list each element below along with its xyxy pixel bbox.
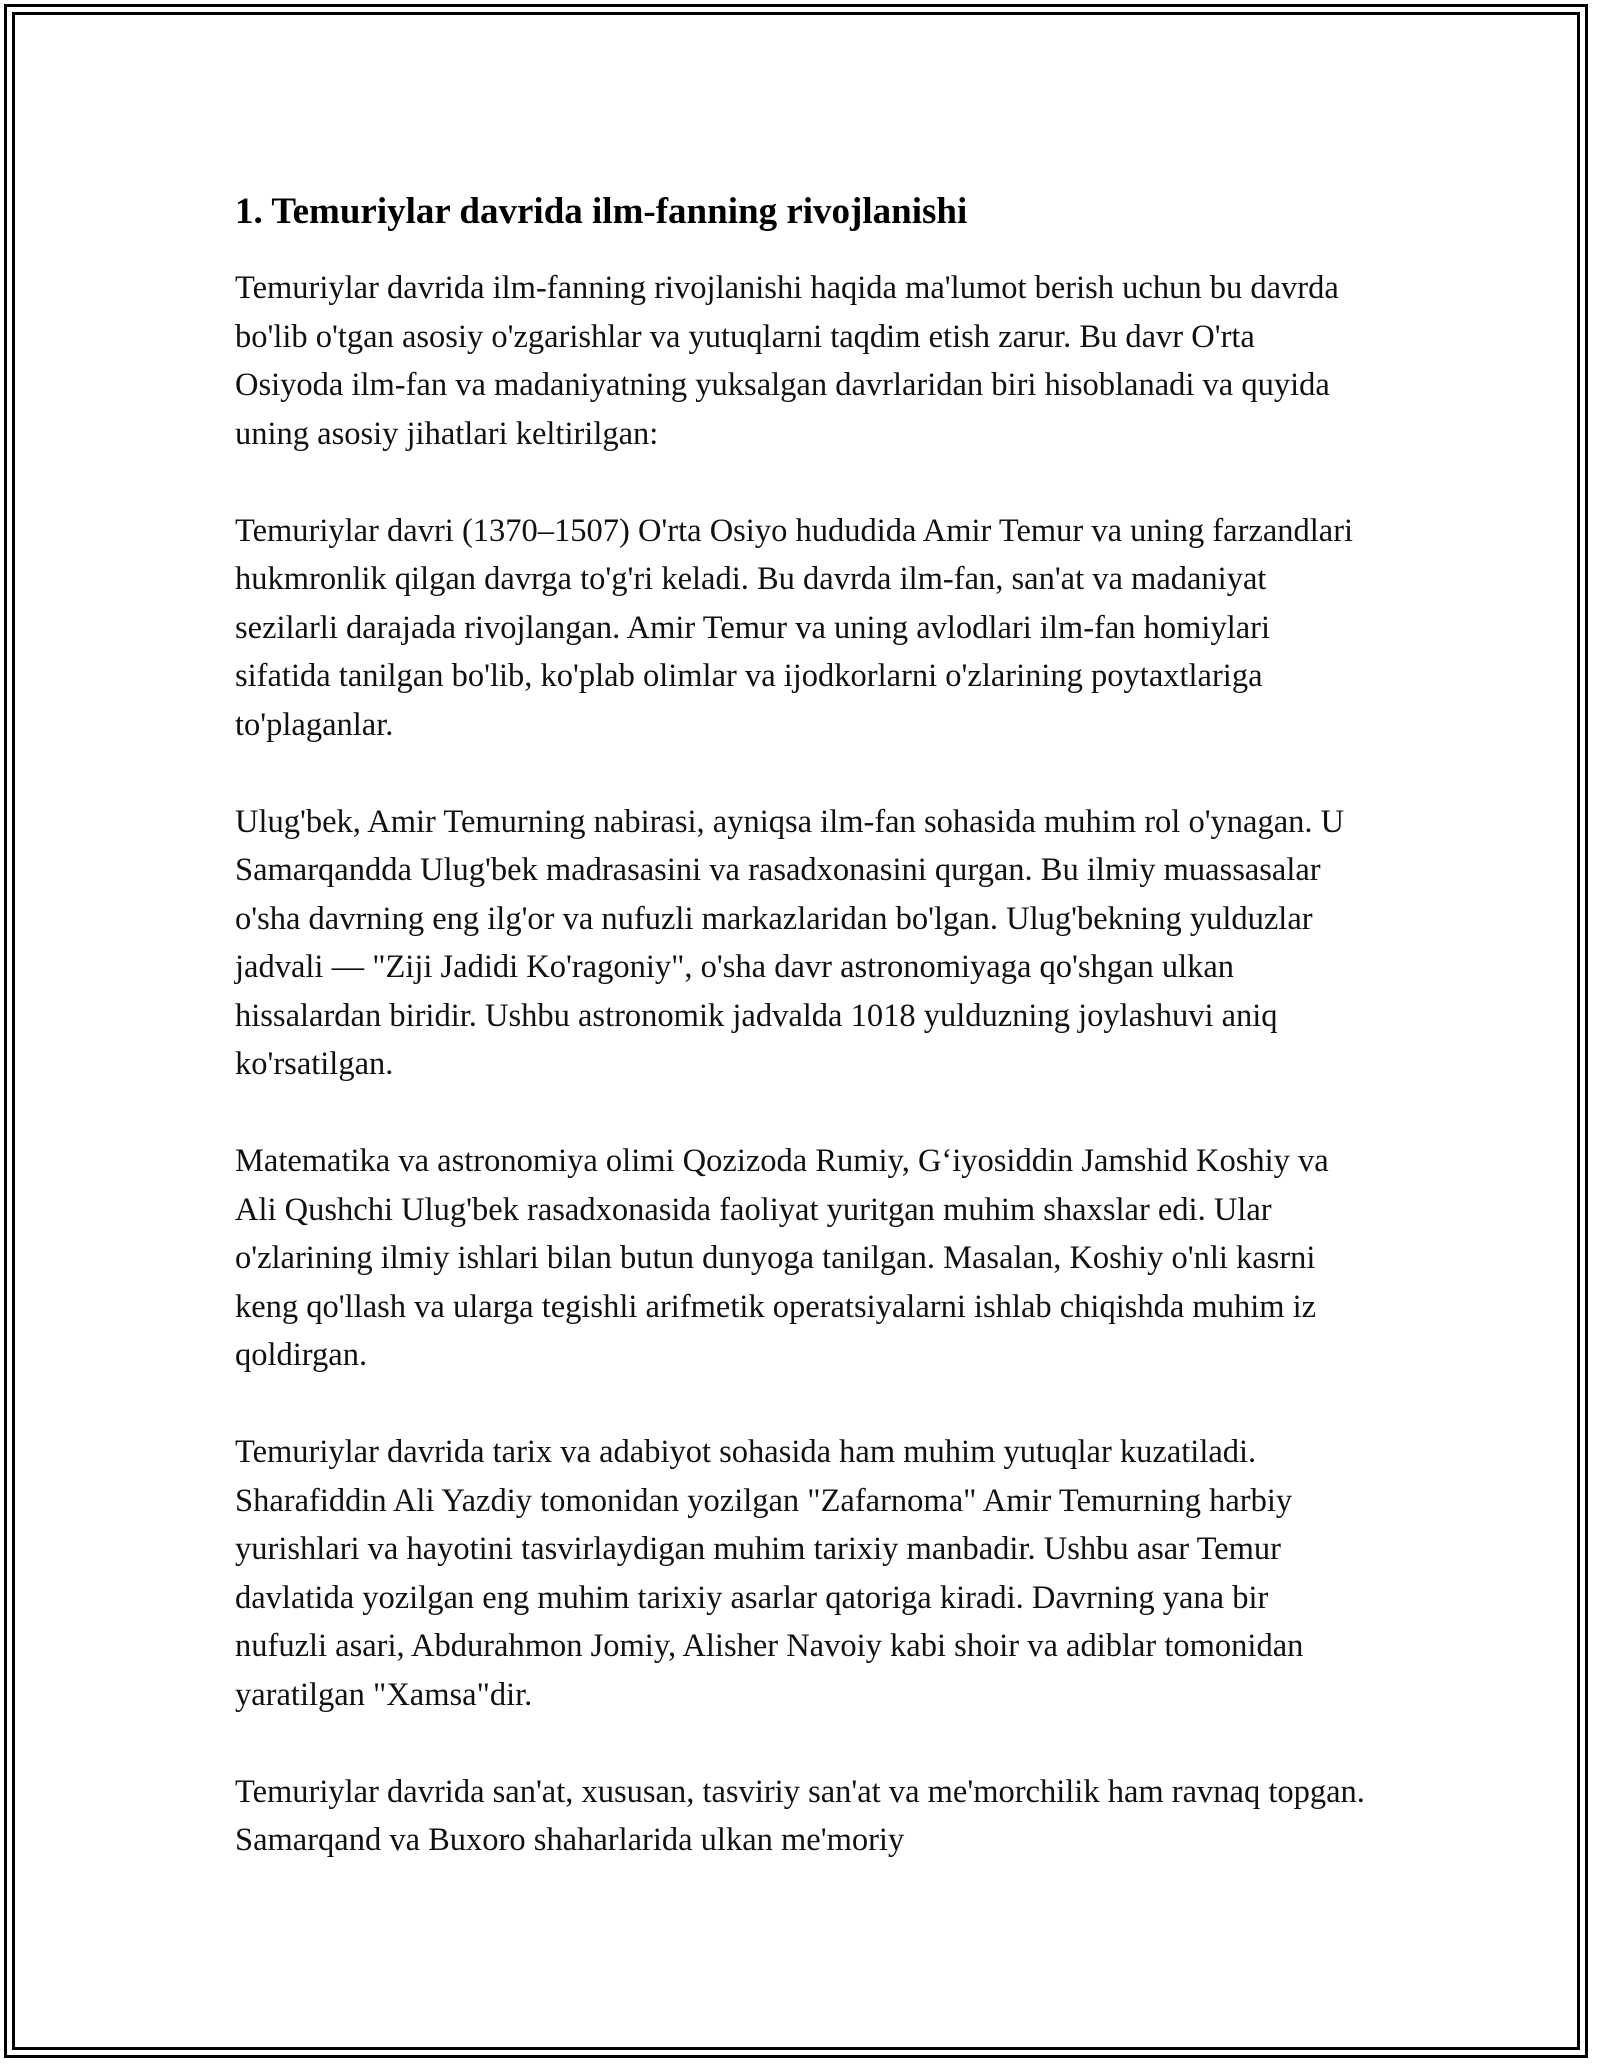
paragraph-mathematicians: Matematika va astronomiya olimi Qozizoda Rumiy, G‘iyosiddin Jamshid Koshiy va Ali Qushchi Ulug'bek rasadxonasida faoliyat yuritgan muhim shaxslar edi. Ular o'zlarining ilmiy ishlari bilan butun dunyoga tanilgan. Masalan, Koshiy o'nli kasrni keng qo'llash va ularga tegishli arifmetik operatsiyalarni ishlab chiqishda muhim iz qoldirgan. [235, 1143, 1329, 1373]
paragraph-art-architecture: Temuriylar davrida san'at, xususan, tasviriy san'at va me'morchilik ham ravnaq topgan. Samarqand va Buxoro shaharlarida ulkan me'moriy [235, 1773, 1365, 1858]
paragraph-ulugbek: Ulug'bek, Amir Temurning nabirasi, ayniqsa ilm-fan sohasida muhim rol o'ynagan. U Samarqandda Ulug'bek madrasasini va rasadxonasini qurgan. Bu ilmiy muassasalar o'sha davrning eng ilg'or va nufuzli markazlaridan bo'lgan. Ulug'bekning yulduzlar jadvali — "Ziji Jadidi Ko'ragoniy", o'sha davr astronomiyaga qo'shgan ulkan hissalardan biridir. Ushbu astronomik jadvalda 1018 yulduzning joylashuvi aniq ko'rsatilgan. [235, 803, 1345, 1082]
paragraph-intro: Temuriylar davrida ilm-fanning rivojlanishi haqida ma'lumot berish uchun bu davrda bo'lib o'tgan asosiy o'zgarishlar va yutuqlarni taqdim etish zarur. Bu davr O'rta Osiyoda ilm-fan va madaniyatning yuksalgan davrlaridan biri hisoblanadi va quyida uning asosiy jihatlari keltirilgan: [235, 270, 1339, 452]
document-body [235, 184, 1365, 1865]
paragraph-history-literature: Temuriylar davrida tarix va adabiyot sohasida ham muhim yutuqlar kuzatiladi. Sharafiddin Ali Yazdiy tomonidan yozilgan "Zafarnoma" Amir Temurning harbiy yurishlari va hayotini tasvirlaydigan muhim tarixiy manbadir. Ushbu asar Temur davlatida yozilgan eng muhim tarixiy asarlar qatoriga kiradi. Davrning yana bir nufuzli asari, Abdurahmon Jomiy, Alisher Navoiy kabi shoir va adiblar tomonidan yaratilgan "Xamsa"dir. [235, 1434, 1304, 1713]
paragraph-timurid-era: Temuriylar davri (1370–1507) O'rta Osiyo hududida Amir Temur va uning farzandlari hukmronlik qilgan davrga to'g'ri keladi. Bu davrda ilm-fan, san'at va madaniyat sezilarli darajada rivojlangan. Amir Temur va uning avlodlari ilm-fan homiylari sifatida tanilgan bo'lib, ko'plab olimlar va ijodkorlarni o'zlarining poytaxtlariga to'plaganlar. [235, 512, 1354, 743]
section-heading: 1. Temuriylar davrida ilm-fanning rivojlanishi [235, 191, 968, 232]
